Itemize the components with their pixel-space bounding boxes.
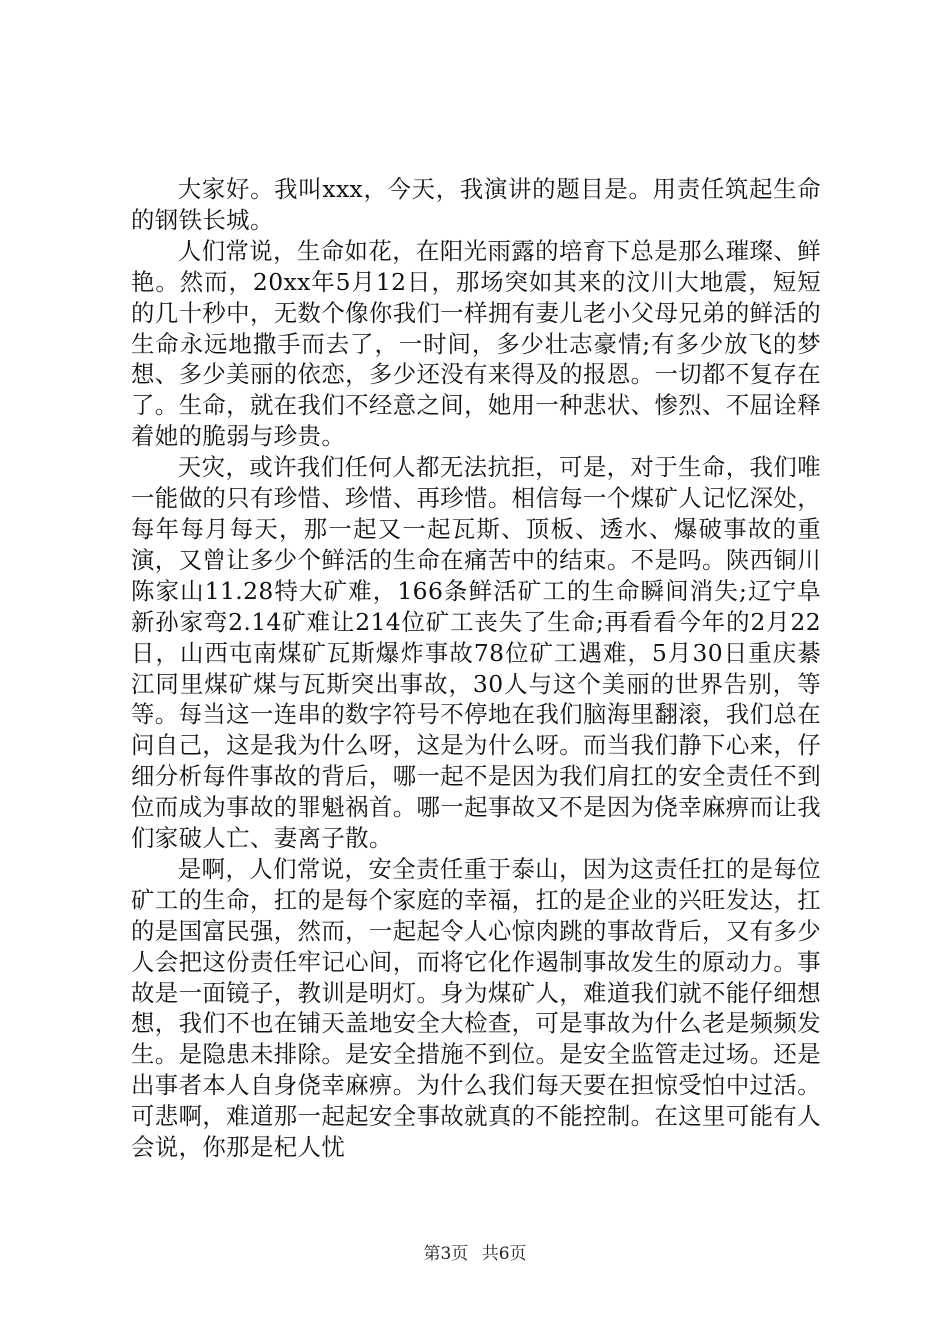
paragraph-greeting: 大家好。我叫xxx，今天，我演讲的题目是。用责任筑起生命的钢铁长城。 [131,175,821,234]
paragraph-mine-accidents: 天灾，或许我们任何人都无法抗拒，可是，对于生命，我们唯一能做的只有珍惜、珍惜、再珍惜。相信每一个煤矿人记忆深处，每年每月每天，那一起又一起瓦斯、顶板、透水、爆破事故的重演，又曾让多少个鲜活的生命在痛苦中的结束。不是吗。陕西铜川陈家山11.28特大矿难，166条鲜活矿工的生命瞬间消失;辽宁阜新孙家弯2.14矿难让214位矿工丧失了生命;再看看今年的2月22日，山西屯南煤矿瓦斯爆炸事故78位矿工遇难，5月30日重庆綦江同里煤矿煤与瓦斯突出事故，30人与这个美丽的世界告别，等等。每当这一连串的数字符号不停地在我们脑海里翻滚，我们总在问自己，这是我为什么呀，这是为什么呀。而当我们静下心来，仔细分析每件事故的背后，哪一起不是因为我们肩扛的安全责任不到位而成为事故的罪魁祸首。哪一起事故又不是因为侥幸麻痹而让我们家破人亡、妻离子散。 [131,453,821,853]
paragraph-earthquake: 人们常说，生命如花，在阳光雨露的培育下总是那么璀璨、鲜艳。然而，20xx年5月12日，那场突如其来的汶川大地震，短短的几十秒中，无数个像你我们一样拥有妻儿老小父母兄弟的鲜活的生命永远地撒手而去了，一时间，多少壮志豪情;有多少放飞的梦想、多少美丽的依恋，多少还没有来得及的报恩。一切都不复存在了。生命，就在我们不经意之间，她用一种悲状、惨烈、不屈诠释着她的脆弱与珍贵。 [131,236,821,451]
page-total: 共6页 [481,1244,527,1264]
paragraph-safety-responsibility: 是啊，人们常说，安全责任重于泰山，因为这责任扛的是每位矿工的生命，扛的是每个家庭的幸福，扛的是企业的兴旺发达，扛的是国富民强，然而，一起起令人心惊肉跳的事故背后，又有多少人会把这份责任牢记心间，而将它化作遏制事故发生的原动力。事故是一面镜子，教训是明灯。身为煤矿人，难道我们就不能仔细想想，我们不也在铺天盖地安全大检查，可是事故为什么老是频频发生。是隐患未排除。是安全措施不到位。是安全监管走过场。还是出事者本人自身侥幸麻痹。为什么我们每天要在担惊受怕中过活。可悲啊，难道那一起起安全事故就真的不能控制。在这里可能有人会说，你那是杞人忧 [131,854,821,1162]
speech-body [131,174,821,1163]
page-number: 第3页 [423,1244,469,1264]
page-footer [0,1243,950,1265]
